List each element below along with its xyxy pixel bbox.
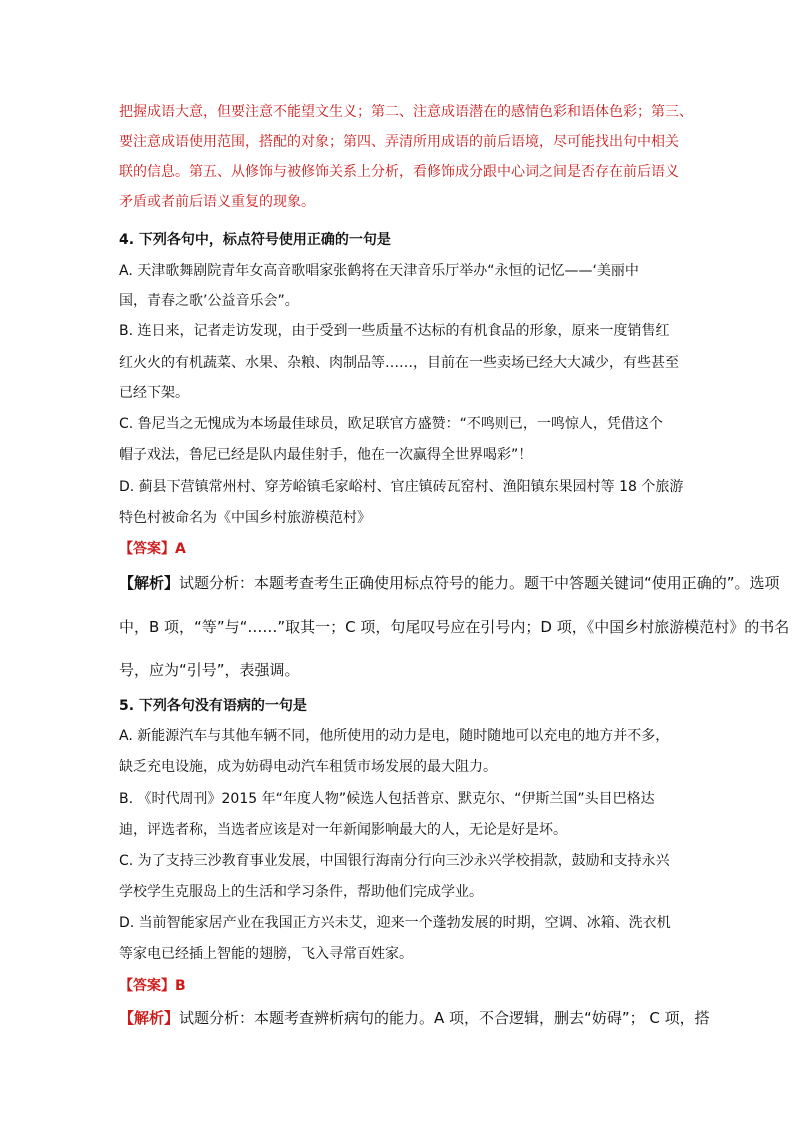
analysis-tag: 【解析】 bbox=[119, 1009, 180, 1027]
analysis-text: 试题分析：本题考查考生正确使用标点符号的能力。题干中答题关键词“使用正确的”。选项 bbox=[179, 574, 780, 592]
q5-option-d: D. 当前智能家居产业在我国正方兴未艾，迎来一个蓬勃发展的时期，空调、冰箱、洗衣机 bbox=[119, 915, 671, 931]
q4-analysis: 中，B 项，“等”与“……”取其一；C 项，句尾叹号应在引号内；D 项，《中国乡村旅游模范村》的书名 bbox=[119, 618, 790, 636]
q5-option-a: A. 新能源汽车与其他车辆不同，他所使用的动力是电，随时随地可以充电的地方并不多， bbox=[119, 728, 670, 744]
intro-line: 矛盾或者前后语义重复的现象。 bbox=[119, 194, 315, 210]
answer-tag: 【答案】 bbox=[119, 541, 175, 557]
intro-line: 要注意成语使用范围，搭配的对象；第四、弄清所用成语的前后语境，尽可能找出句中相关 bbox=[119, 134, 679, 150]
q5-option-d: 等家电已经插上智能的翅膀，飞入寻常百姓家。 bbox=[119, 946, 413, 962]
q4-option-d: 特色村被命名为《中国乡村旅游模范村》 bbox=[119, 510, 371, 526]
q4-option-c: C. 鲁尼当之无愧成为本场最佳球员，欧足联官方盛赞：“不鸣则已，一鸣惊人，凭借这个 bbox=[119, 416, 663, 432]
q4-option-b: 红火火的有机蔬菜、水果、杂粮、肉制品等……，目前在一些卖场已经大大减少，有些甚至 bbox=[119, 355, 679, 371]
q4-option-b: B. 连日来，记者走访发现，由于受到一些质量不达标的有机食品的形象，原来一度销售红 bbox=[119, 323, 670, 339]
analysis-tag: 【解析】 bbox=[119, 574, 180, 592]
q5-option-a: 缺乏充电设施，成为妨碍电动汽车租赁市场发展的最大阻力。 bbox=[119, 759, 497, 775]
q4-option-a: 国，青春之歌’公益音乐会”。 bbox=[119, 293, 299, 309]
q5-option-b: B. 《时代周刊》2015 年“年度人物”候选人包括普京、默克尔、“伊斯兰国”头目巴格达 bbox=[119, 791, 655, 807]
q4-option-d: D. 蓟县下营镇常州村、穿芳峪镇毛家峪村、官庄镇砖瓦窑村、渔阳镇东果园村等 18 个旅游 bbox=[119, 479, 684, 495]
answer-tag: 【答案】 bbox=[119, 978, 175, 994]
q5-option-b: 迪，评选者称，当选者应该是对一年新闻影响最大的人，无论是好是坏。 bbox=[119, 822, 567, 838]
intro-line: 联的信息。第五、从修饰与被修饰关系上分析，看修饰成分跟中心词之间是否存在前后语义 bbox=[119, 164, 679, 180]
q4-analysis: 号，应为“引号”，表强调。 bbox=[119, 661, 300, 679]
q4-option-a: A. 天津歌舞剧院青年女高音歌唱家张鹤将在天津音乐厅举办“永恒的记忆——‘美丽中 bbox=[119, 263, 639, 279]
question-4-stem: 4. 下列各句中，标点符号使用正确的一句是 bbox=[119, 232, 391, 248]
answer-value: A bbox=[175, 541, 186, 557]
q5-analysis bbox=[119, 1009, 710, 1027]
q4-analysis bbox=[119, 574, 780, 592]
question-5-stem: 5. 下列各句没有语病的一句是 bbox=[119, 698, 307, 714]
q4-answer bbox=[119, 540, 186, 558]
q5-answer bbox=[119, 977, 186, 995]
q5-option-c: 学校学生克服岛上的生活和学习条件，帮助他们完成学业。 bbox=[119, 884, 483, 900]
q5-option-c: C. 为了支持三沙教育事业发展，中国银行海南分行向三沙永兴学校捐款，鼓励和支持永兴 bbox=[119, 853, 670, 869]
intro-line: 把握成语大意，但要注意不能望文生义；第二、注意成语潜在的感情色彩和语体色彩；第三、 bbox=[119, 104, 693, 120]
q4-option-c: 帽子戏法，鲁尼已经是队内最佳射手，他在一次赢得全世界喝彩”！ bbox=[119, 447, 533, 463]
analysis-text: 试题分析：本题考查辨析病句的能力。A 项，不合逻辑，删去“妨碍”； C 项，搭 bbox=[179, 1009, 710, 1027]
q4-option-b: 已经下架。 bbox=[119, 385, 189, 401]
answer-value: B bbox=[175, 978, 186, 994]
